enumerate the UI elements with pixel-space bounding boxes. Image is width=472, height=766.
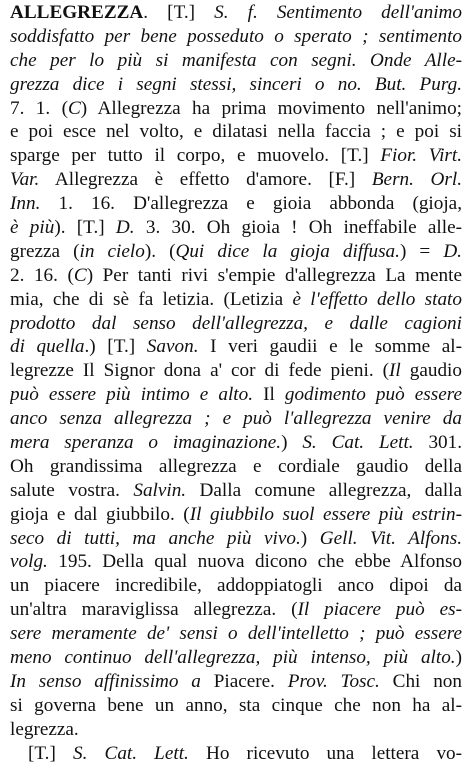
text-line xyxy=(10,742,462,766)
text-run: ). [T.] xyxy=(54,217,116,239)
italic-run: soddisfatto per bene posseduto o sperato ; sentimento xyxy=(10,25,462,47)
italic-run: sere meramente de' sensi o dell'intelletto ; può essere xyxy=(10,623,462,645)
text-run: legrezza. xyxy=(10,718,79,740)
text-run: 7. 1. ( xyxy=(10,97,68,119)
italic-run: che per lo più si manifesta con segni. Onde Alle- xyxy=(10,49,462,71)
text-line xyxy=(10,479,462,503)
italic-run: Var. xyxy=(10,169,40,191)
text-run: .) [T.] xyxy=(84,336,147,358)
text-line xyxy=(10,312,462,336)
italic-run: Savon. xyxy=(146,336,199,358)
italic-run: Bern. Orl. xyxy=(371,169,462,191)
text-run: 1. 16. D'allegrezza e gioia abbonda (gioja, xyxy=(40,193,462,215)
text-run: salute vostra. xyxy=(10,479,134,501)
text-line xyxy=(10,574,462,598)
text-run: Il xyxy=(263,384,275,406)
dictionary-entry xyxy=(10,1,462,766)
text-run: sparge per tutto il corpo, e muovelo. [T.] xyxy=(10,145,381,167)
text-line xyxy=(10,503,462,527)
text-line xyxy=(10,527,462,551)
text-run: ) Per tanti rivi s'empie d'allegrezza La mente xyxy=(86,264,462,286)
italic-run: S. Cat. Lett. xyxy=(302,432,414,454)
text-run: gioja e dal giubbilo. ( xyxy=(10,503,190,525)
dictionary-page xyxy=(0,1,472,764)
italic-run: C xyxy=(67,97,81,119)
text-line xyxy=(10,407,462,431)
text-line xyxy=(10,455,462,479)
italic-run: Il giubbilo suol essere più estrin- xyxy=(189,503,462,525)
text-run: Piacere. xyxy=(200,670,288,692)
text-run: Oh grandissima allegrezza e cordiale gaudio della xyxy=(10,455,462,477)
text-line xyxy=(10,240,462,264)
italic-run: può essere più intimo e alto. xyxy=(10,384,264,406)
text-line xyxy=(10,49,462,73)
text-run: . [T.] xyxy=(143,2,215,23)
italic-run: in cielo xyxy=(79,240,145,262)
text-line xyxy=(10,694,462,718)
italic-run: Salvin. xyxy=(133,479,187,501)
text-run: Dalla comune allegrezza, dalla xyxy=(186,479,462,501)
text-line xyxy=(10,264,462,288)
italic-run: Prov. Tosc. xyxy=(287,670,380,692)
text-line xyxy=(10,431,462,455)
text-run: mia, che di sè fa letizia. (Letizia xyxy=(10,288,293,310)
text-run: ) Allegrezza ha prima movimento nell'animo; xyxy=(80,97,462,119)
text-line xyxy=(10,622,462,646)
text-run: Ho ricevuto una lettera vo- xyxy=(188,742,462,764)
text-run: ) xyxy=(281,432,303,454)
text-line xyxy=(10,216,462,240)
text-run: 195. Della qual nuova dicono che ebbe Alfonso xyxy=(47,551,462,573)
italic-run: Il piacere può es- xyxy=(297,599,462,621)
text-line xyxy=(10,25,462,49)
text-line xyxy=(10,1,462,25)
italic-run: Gell. Vit. Alfons. xyxy=(319,527,462,549)
text-run: ) xyxy=(455,647,462,669)
italic-run: S. Cat. Lett. xyxy=(73,742,189,764)
text-run: e poi esce nel volto, e dilatasi nella faccia ; e poi si xyxy=(10,121,462,143)
italic-run: Il xyxy=(389,360,401,382)
text-line xyxy=(10,335,462,359)
italic-run: D. xyxy=(115,217,135,239)
italic-run: di quella xyxy=(10,336,85,358)
text-line xyxy=(10,646,462,670)
text-run: un piacere incredibile, addoppiatogli anco dipoi da xyxy=(10,575,462,597)
text-line xyxy=(10,718,462,742)
text-run: 3. 30. Oh gioia ! Oh ineffabile alle- xyxy=(134,217,462,239)
text-run: 2. 16. ( xyxy=(10,264,74,286)
headword: ALLEGREZZA xyxy=(10,2,144,23)
text-line xyxy=(10,192,462,216)
text-line xyxy=(10,97,462,121)
italic-run: è l'effetto dello stato xyxy=(292,288,462,310)
italic-run: In senso affinissimo a xyxy=(10,670,201,692)
italic-run: S. f. Sentimento dell'animo xyxy=(214,2,462,23)
text-run: [T.] xyxy=(28,742,74,764)
text-run: Chi non xyxy=(379,670,462,692)
text-run: I veri gaudii e le somme al- xyxy=(198,336,462,358)
italic-run: seco di tutti, ma anche più vivo. xyxy=(10,527,301,549)
text-run: si governa bene un anno, sta cinque che non ha al- xyxy=(10,694,462,716)
italic-run: Qui dice la gioja diffusa. xyxy=(175,240,400,262)
text-run: grezza ( xyxy=(10,240,80,262)
italic-run: volg. xyxy=(10,551,48,573)
text-run: gaudio xyxy=(400,360,462,382)
italic-run: godimento xyxy=(274,384,376,406)
text-run: un'altra maraviglissa allegrezza. ( xyxy=(10,599,298,621)
italic-run: è più xyxy=(10,217,55,239)
italic-run: C xyxy=(73,264,87,286)
text-line xyxy=(10,120,462,144)
text-run: ) = xyxy=(399,240,444,262)
italic-run: Inn. xyxy=(10,193,41,215)
text-line xyxy=(10,288,462,312)
italic-run: meno continuo dell'allegrezza, più intenso, più alto. xyxy=(10,647,456,669)
italic-run: grezza dice i segni stessi, sinceri o no. But. Purg. xyxy=(10,73,462,95)
text-run: 301. xyxy=(413,432,462,454)
text-run: legrezze Il Signor dona a' cor di fede pieni. ( xyxy=(10,360,390,382)
text-line xyxy=(10,168,462,192)
text-run: ). ( xyxy=(144,240,176,262)
text-line xyxy=(10,359,462,383)
text-run: Allegrezza è effetto d'amore. [F.] xyxy=(39,169,372,191)
italic-run: mera speranza o imaginazione. xyxy=(10,432,282,454)
text-line xyxy=(10,144,462,168)
italic-run: prodotto dal senso dell'allegrezza, e dalle cagioni xyxy=(10,312,462,334)
text-line xyxy=(10,73,462,97)
text-line xyxy=(10,383,462,407)
italic-run: Fior. Virt. xyxy=(380,145,462,167)
text-line xyxy=(10,598,462,622)
italic-run: D. xyxy=(443,240,462,262)
text-run: ) xyxy=(300,527,320,549)
italic-run: può essere xyxy=(375,384,462,406)
italic-run: anco senza allegrezza ; e può l'allegrezza venire da xyxy=(10,408,462,430)
text-line xyxy=(10,550,462,574)
